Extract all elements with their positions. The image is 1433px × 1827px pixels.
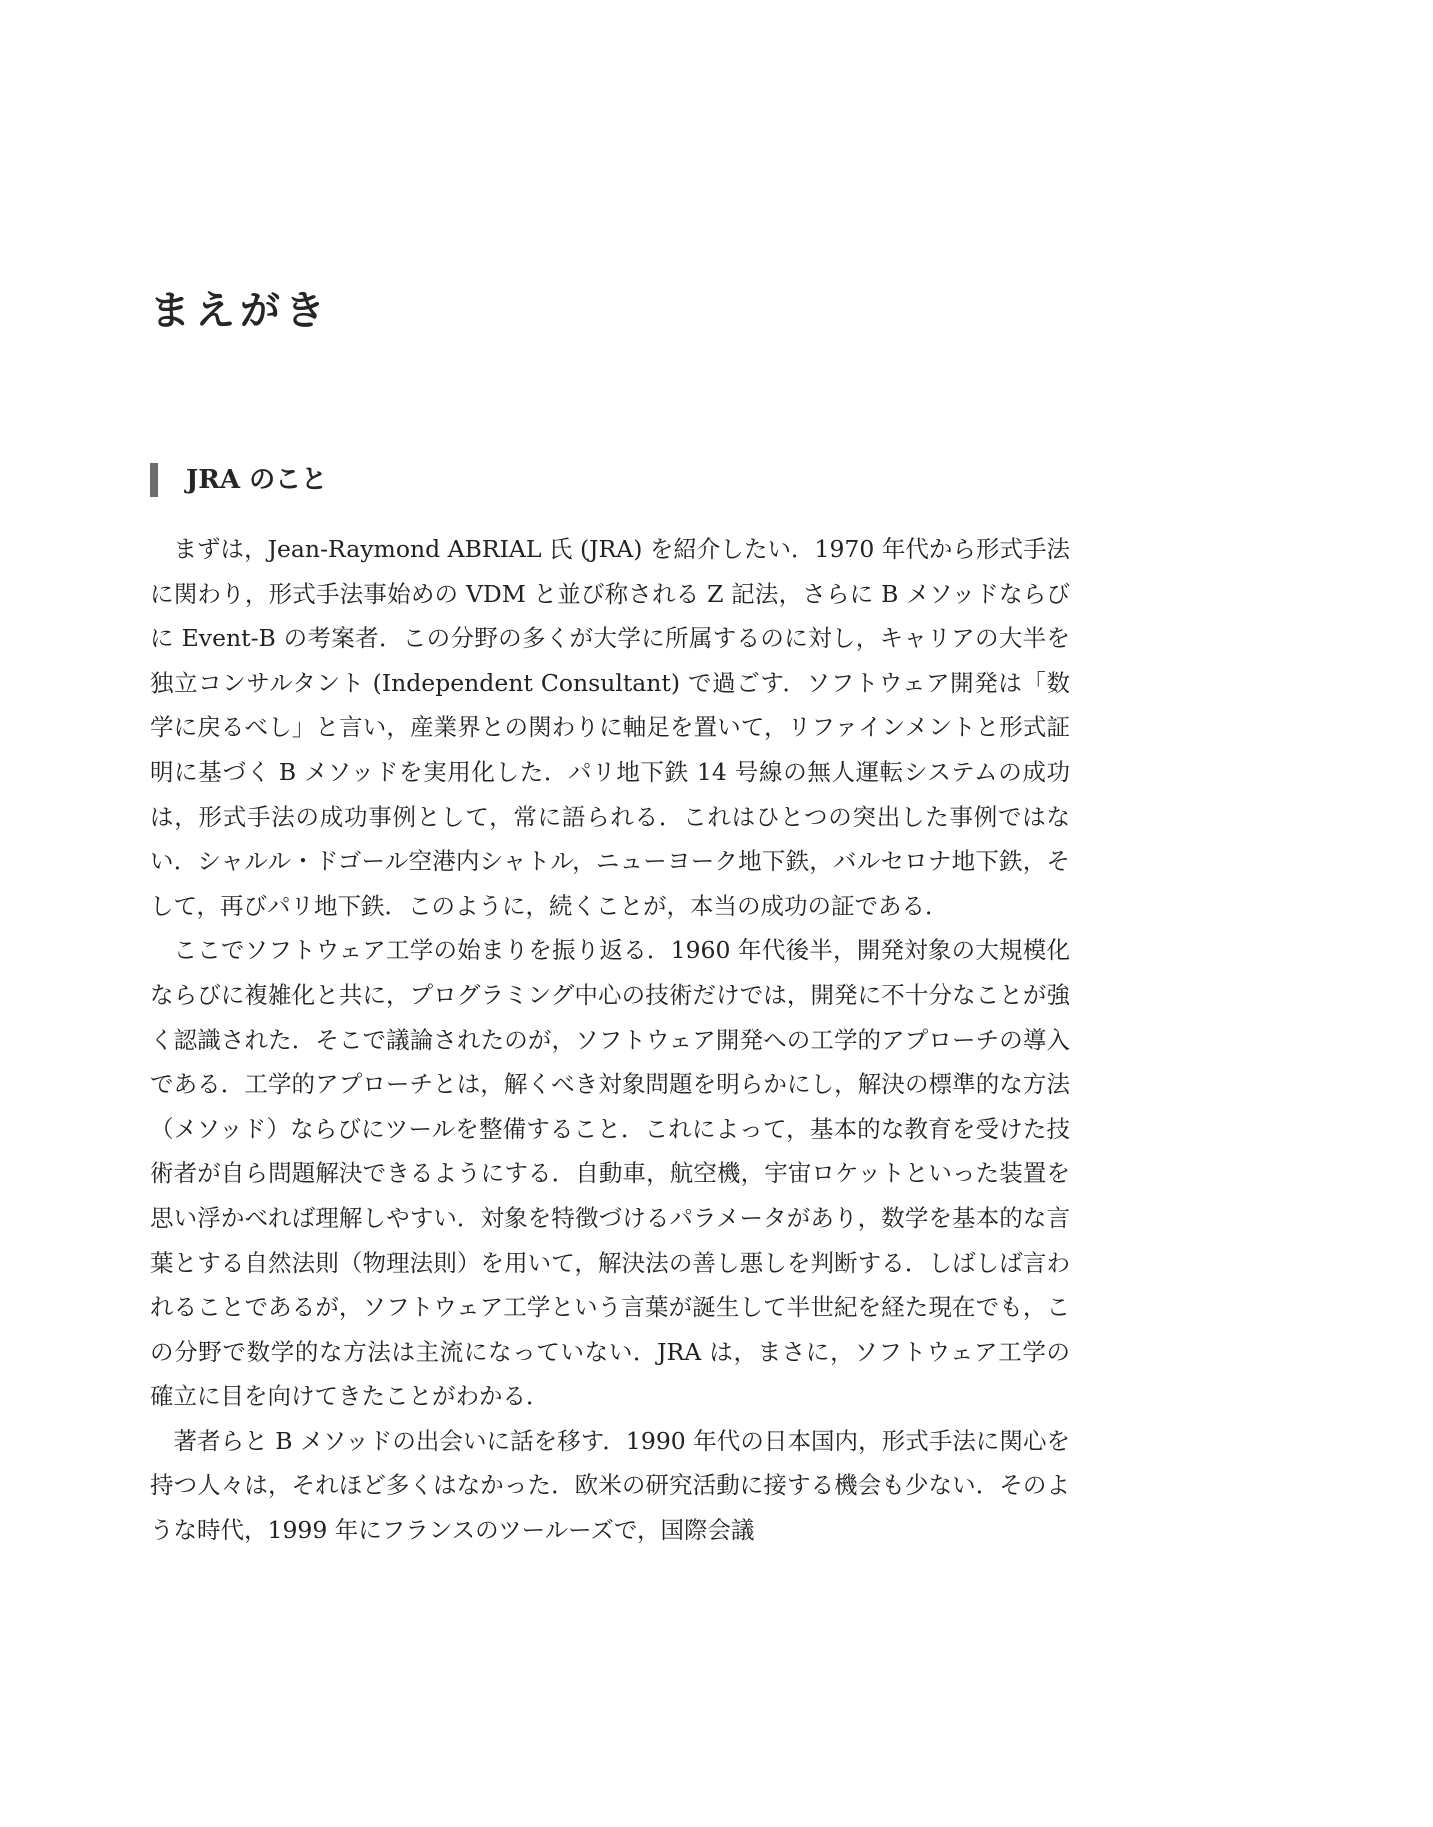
- chapter-title: まえがき: [150, 288, 330, 334]
- section-heading: [150, 462, 327, 498]
- section-title: JRA のこと: [186, 465, 328, 495]
- paragraph-1: まずは，Jean-Raymond ABRIAL 氏 (JRA) を紹介したい．1970 年代から形式手法に関わり，形式手法事始めの VDM と並び称される Z 記法，さらに B メソッドならびに Event-B の考案者．この分野の多くが大学に所属するのに対し，キャリアの大半を独立コンサルタント (Independent Consultant) で過ごす．ソフトウェア開発は「数学に戻るべし」と言い，産業界との関わりに軸足を置いて，リファインメントと形式証明に基づく B メソッドを実用化した．パリ地下鉄 14 号線の無人運転システムの成功は，形式手法の成功事例として，常に語られる．これはひとつの突出した事例ではない．シャルル・ドゴール空港内シャトル，ニューヨーク地下鉄，バルセロナ地下鉄，そして，再びパリ地下鉄．このように，続くことが，本当の成功の証である．: [150, 535, 1070, 920]
- paragraph-2: ここでソフトウェア工学の始まりを振り返る．1960 年代後半，開発対象の大規模化ならびに複雑化と共に，プログラミング中心の技術だけでは，開発に不十分なことが強く認識された．そこで議論されたのが，ソフトウェア開発への工学的アプローチの導入である．工学的アプローチとは，解くべき対象問題を明らかにし，解決の標準的な方法（メソッド）ならびにツールを整備すること．これによって，基本的な教育を受けた技術者が自ら問題解決できるようにする．自動車，航空機，宇宙ロケットといった装置を思い浮かべれば理解しやすい．対象を特徴づけるパラメータがあり，数学を基本的な言葉とする自然法則（物理法則）を用いて，解決法の善し悪しを判断する．しばしば言われることであるが，ソフトウェア工学という言葉が誕生して半世紀を経た現在でも，この分野で数学的な方法は主流になっていない．JRA は，まさに，ソフトウェア工学の確立に目を向けてきたことがわかる．: [150, 936, 1070, 1411]
- section-marker-bar: [150, 463, 158, 497]
- paragraph-3: 著者らと B メソッドの出会いに話を移す．1990 年代の日本国内，形式手法に関心を持つ人々は，それほど多くはなかった．欧米の研究活動に接する機会も少ない．そのような時代，1999 年にフランスのツールーズで，国際会議: [150, 1426, 1070, 1545]
- body-text: [150, 527, 1070, 1553]
